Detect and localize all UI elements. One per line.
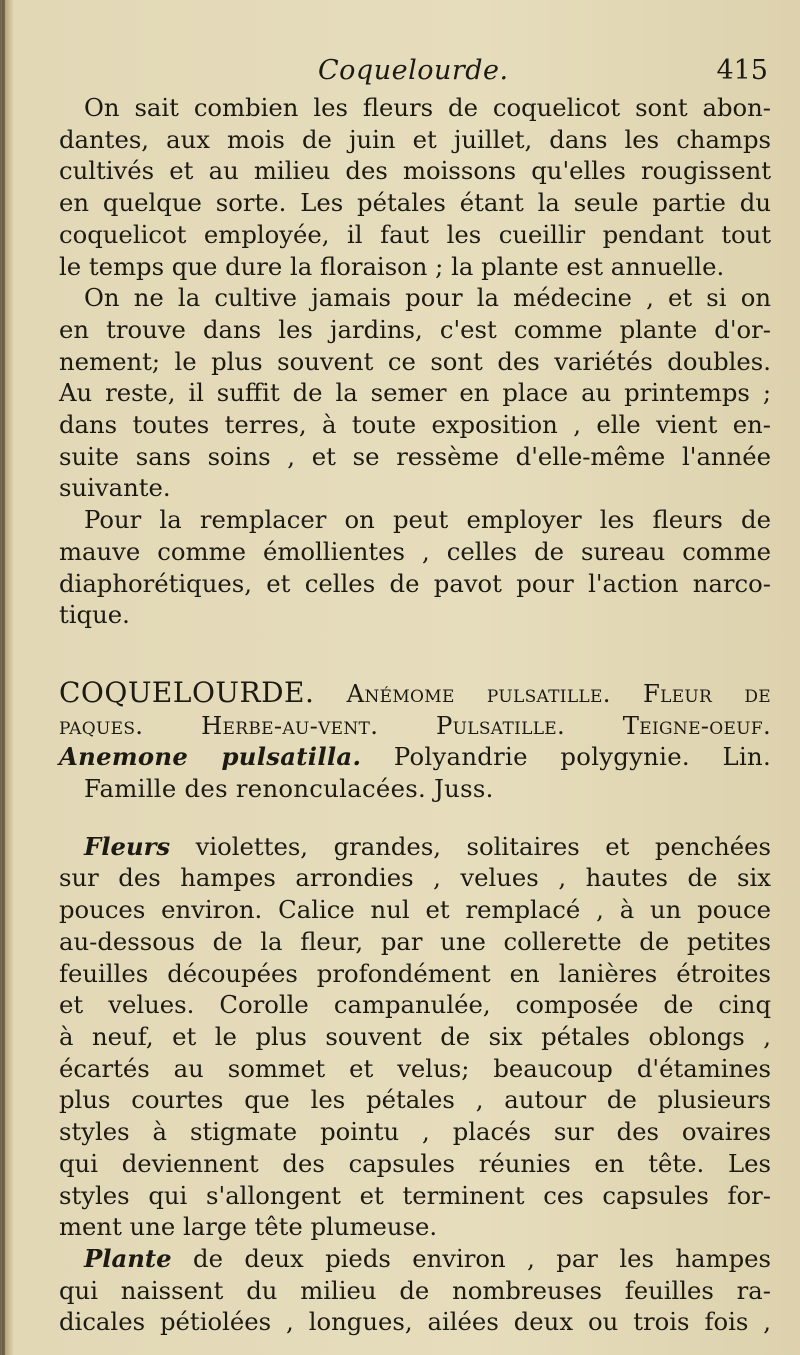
text-line: dantes, aux mois de juin et juillet, dans les champs bbox=[59, 124, 771, 154]
common-names-line: paques. Herbe-au-vent. Pulsatille. Teigne-oeuf. bbox=[59, 710, 771, 740]
page-number: 415 bbox=[716, 55, 768, 86]
text-line: styles qui s'allongent et terminent ces capsules for- bbox=[59, 1180, 771, 1210]
running-title: Coquelourde. bbox=[318, 55, 509, 86]
paragraph-plant-description bbox=[59, 1243, 771, 1338]
text-line: pouces environ. Calice nul et remplacé , à un pouce bbox=[59, 895, 771, 925]
text-line: plus courtes que les pétales , autour de plusieurs bbox=[59, 1085, 771, 1115]
section-label: Fleurs bbox=[84, 831, 171, 861]
text-line: styles à stigmate pointu , placés sur des ovaires bbox=[59, 1117, 771, 1147]
text-line: tique. bbox=[59, 600, 130, 630]
text-line: Au reste, il suffit de la semer en place au printemps ; bbox=[59, 378, 771, 408]
text-fragment: de deux pieds environ , par les hampes bbox=[193, 1243, 771, 1273]
spacer bbox=[59, 631, 771, 677]
family-line: Famille des renonculacées. Juss. bbox=[84, 774, 494, 804]
text-line bbox=[59, 677, 771, 710]
text-line: dicales pétiolées , longues, ailées deux ou trois fois , bbox=[59, 1307, 771, 1337]
text-line: en trouve dans les jardins, c'est comme plante d'or- bbox=[59, 314, 771, 344]
text-line: le temps que dure la floraison ; la plante est annuelle. bbox=[59, 251, 725, 281]
linnaean-class: Polyandrie polygynie. Lin. bbox=[393, 742, 771, 772]
text-line: nement; le plus souvent ce sont des variétés doubles. bbox=[59, 346, 771, 376]
body-text bbox=[59, 92, 771, 1338]
binding-edge bbox=[2, 0, 5, 1355]
text-line: qui naissent du milieu de nombreuses feuilles ra- bbox=[59, 1275, 771, 1305]
text-line bbox=[59, 831, 771, 863]
text-line: suite sans soins , et se ressème d'elle-même l'année bbox=[59, 441, 771, 471]
paragraph-cultivation bbox=[59, 282, 771, 504]
text-line bbox=[59, 741, 771, 773]
text-line: qui deviennent des capsules réunies en tête. Les bbox=[59, 1148, 771, 1178]
paragraph-substitutes bbox=[59, 504, 771, 631]
text-line: diaphorétiques, et celles de pavot pour l'action narco- bbox=[59, 568, 771, 598]
text-fragment: violettes, grandes, solitaires et penchées bbox=[195, 831, 771, 861]
text-line: cultivés et au milieu des moissons qu'elles rougissent bbox=[59, 156, 771, 186]
entry-header-coquelourde bbox=[59, 677, 771, 805]
paragraph-coquelicot-flowers bbox=[59, 92, 771, 282]
page-header bbox=[60, 55, 770, 95]
text-line: dans toutes terres, à toute exposition , elle vient en- bbox=[59, 410, 771, 440]
text-line: écartés au sommet et velus; beaucoup d'étamines bbox=[59, 1053, 771, 1083]
text-line bbox=[59, 1243, 771, 1275]
spacer bbox=[59, 805, 771, 831]
text-line: sur des hampes arrondies , velues , hautes de six bbox=[59, 863, 771, 893]
entry-headword: COQUELOURDE. bbox=[59, 675, 315, 709]
text-line: On sait combien les fleurs de coquelicot sont abon- bbox=[84, 93, 771, 122]
common-names: Anémome pulsatille. Fleur de bbox=[346, 678, 771, 708]
text-line: coquelicot employée, il faut les cueillir pendant tout bbox=[59, 219, 771, 249]
text-line: On ne la cultive jamais pour la médecine , et si on bbox=[84, 283, 771, 313]
text-line: suivante. bbox=[59, 473, 171, 503]
text-line: mauve comme émollientes , celles de sureau comme bbox=[59, 536, 771, 566]
text-line: ment une large tête plumeuse. bbox=[59, 1212, 438, 1242]
text-line: à neuf, et le plus souvent de six pétales oblongs , bbox=[59, 1021, 771, 1051]
paragraph-flowers-description bbox=[59, 831, 771, 1243]
latin-name: Anemone pulsatilla. bbox=[59, 742, 362, 772]
section-label: Plante bbox=[84, 1243, 172, 1273]
text-line: en quelque sorte. Les pétales étant la seule partie du bbox=[59, 188, 771, 218]
text-line: Pour la remplacer on peut employer les fleurs de bbox=[84, 505, 771, 535]
text-line: et velues. Corolle campanulée, composée de cinq bbox=[59, 990, 771, 1020]
text-line: au-dessous de la fleur, par une collerette de petites bbox=[59, 926, 771, 956]
text-line: feuilles découpées profondément en lanières étroites bbox=[59, 958, 771, 988]
